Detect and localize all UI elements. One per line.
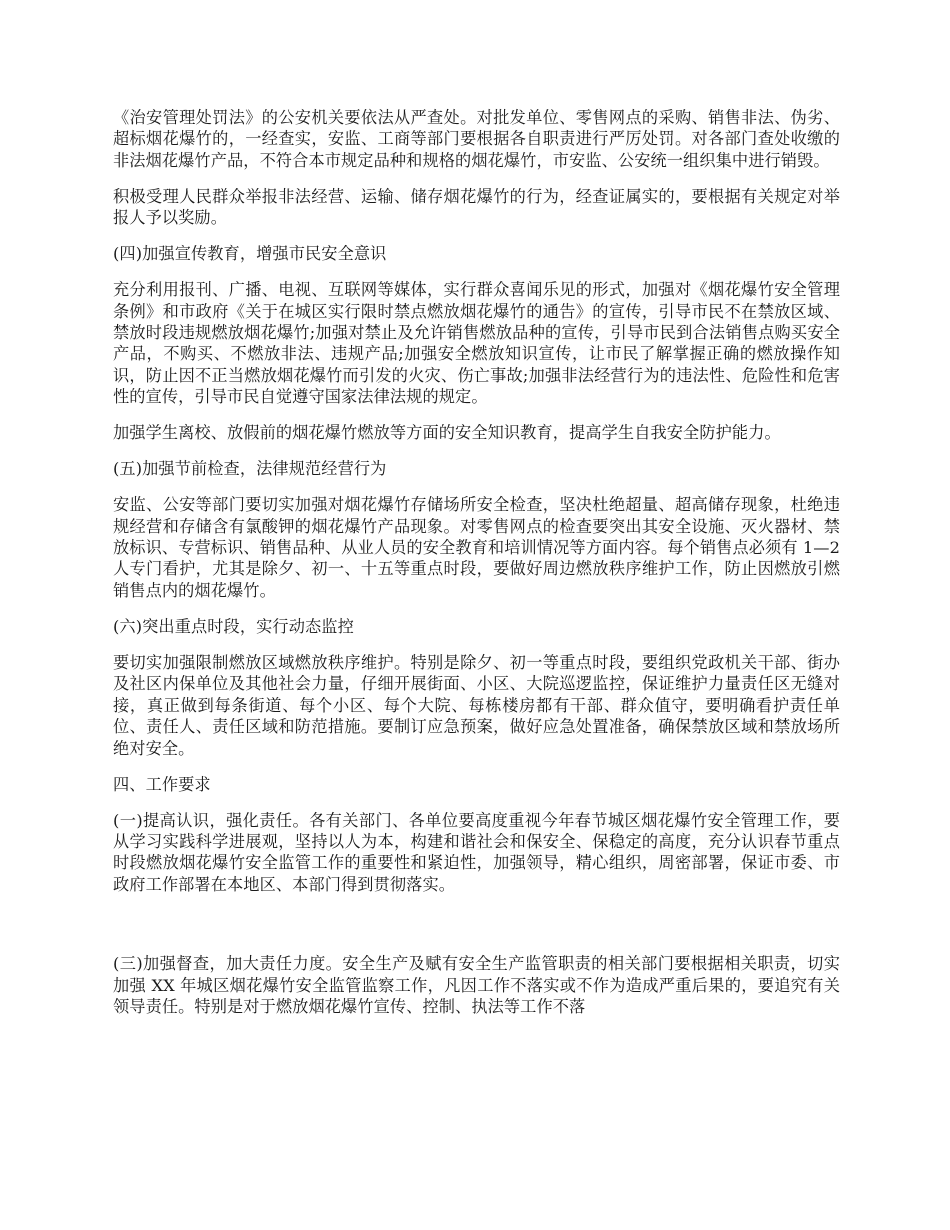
body-paragraph: 积极受理人民群众举报非法经营、运输、储存烟花爆竹的行为，经查证属实的，要根据有关规定对举报人予以奖励。 — [113, 186, 840, 228]
body-paragraph: (三)加强督查，加大责任力度。安全生产及赋有安全生产监管职责的相关部门要根据相关职责，切实加强 XX 年城区烟花爆竹安全监管监察工作，凡因工作不落实或不作为造成严重后果的，要追究有关领导责任。特别是对于燃放烟花爆竹宣传、控制、执法等工作不落 — [113, 954, 840, 1016]
body-paragraph: 加强学生离校、放假前的烟花爆竹燃放等方面的安全知识教育，提高学生自我安全防护能力。 — [113, 423, 781, 443]
body-paragraph: 安监、公安等部门要切实加强对烟花爆竹存储场所安全检查，坚决杜绝超量、超高储存现象，杜绝违规经营和存储含有氯酸钾的烟花爆竹产品现象。对零售网点的检查要突出其安全设施、灭火器材、禁放标识、专营标识、销售品种、从业人员的安全教育和培训情况等方面内容。每个销售点必须有 1—2 人专门看护，尤其是除夕、初一、十五等重点时段，要做好周边燃放秩序维护工作，防止因燃放引燃销售点内的烟花爆竹。 — [113, 495, 840, 600]
body-paragraph: 要切实加强限制燃放区域燃放秩序维护。特别是除夕、初一等重点时段，要组织党政机关干部、街办及社区内保单位及其他社会力量，仔细开展街面、小区、大院巡逻监控，保证维护力量责任区无缝对接，真正做到每条街道、每个小区、每个大院、每栋楼房都有干部、群众值守，要明确看护责任单位、责任人、责任区域和防范措施。要制订应急预案，做好应急处置准备，确保禁放区域和禁放场所绝对安全。 — [113, 652, 840, 758]
section-heading: (四)加强宣传教育，增强市民安全意识 — [113, 244, 387, 264]
document-page — [113, 107, 840, 1032]
body-paragraph: 充分利用报刊、广播、电视、互联网等媒体，实行群众喜闻乐见的形式，加强对《烟花爆竹安全管理条例》和市政府《关于在城区实行限时禁点燃放烟花爆竹的通告》的宣传，引导市民不在禁放区域、禁放时段违规燃放烟花爆竹;加强对禁止及允许销售燃放品种的宣传，引导市民到合法销售点购买安全产品，不购买、不燃放非法、违规产品;加强安全燃放知识宣传，让市民了解掌握正确的燃放操作知识，防止因不正当燃放烟花爆竹而引发的火灾、伤亡事故;加强非法经营行为的违法性、危险性和危害性的宣传，引导市民自觉遵守国家法律法规的规定。 — [113, 280, 840, 407]
section-heading: (五)加强节前检查，法律规范经营行为 — [113, 459, 387, 479]
body-paragraph: (一)提高认识，强化责任。各有关部门、各单位要高度重视今年春节城区烟花爆竹安全管理工作，要从学习实践科学进展观，坚持以人为本，构建和谐社会和保安全、保稳定的高度，充分认识春节重点时段燃放烟花爆竹安全监管工作的重要性和紧迫性，加强领导，精心组织，周密部署，保证市委、市政府工作部署在本地区、本部门得到贯彻落实。 — [113, 810, 840, 894]
body-paragraph: 《治安管理处罚法》的公安机关要依法从严查处。对批发单位、零售网点的采购、销售非法、伪劣、超标烟花爆竹的，一经查实，安监、工商等部门要根据各自职责进行严厉处罚。对各部门查处收缴的非法烟花爆竹产品，不符合本市规定品种和规格的烟花爆竹，市安监、公安统一组织集中进行销毁。 — [113, 108, 840, 170]
section-heading: 四、工作要求 — [113, 774, 211, 794]
section-heading: (六)突出重点时段，实行动态监控 — [113, 616, 354, 636]
